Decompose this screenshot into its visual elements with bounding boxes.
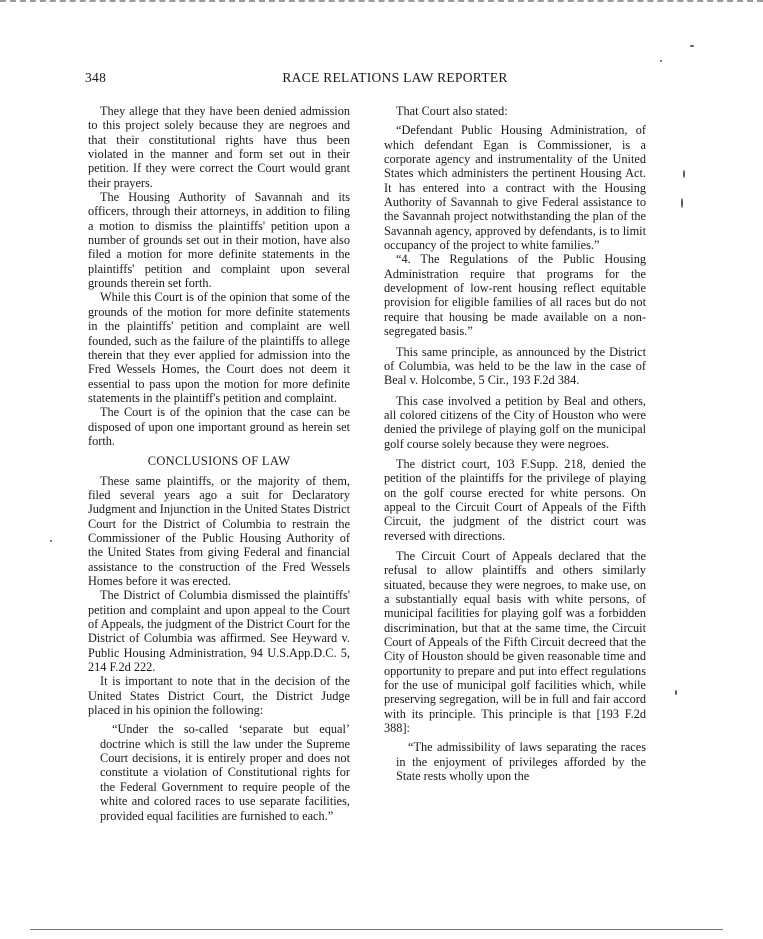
scan-speck bbox=[681, 198, 683, 208]
scan-speck bbox=[683, 170, 685, 178]
paragraph: These same plaintiffs, or the majority of them, filed several years ago a suit for Declaratory Judgment and Injunction in the United States District Court for the District of Columbia to restrain the Commissioner of the Public Housing Authority of the United States from giving Federal and financial assistance to the construction of the Fred Wessels Homes before it was erected. bbox=[88, 473, 350, 588]
scan-speck bbox=[690, 45, 694, 47]
scan-top-edge bbox=[0, 0, 763, 6]
paragraph: The Circuit Court of Appeals declared that the refusal to allow plaintiffs and others similarly situated, because they were negroes, to make use, on a substantially equal basis with white persons, of municipal facilities for playing golf was a forbidden discrimination, but that at the same time, the Circuit Court of Appeals of the Fifth Circuit decreed that the City of Houston should be given reasonable time and opportunity to prepare and put into effect regulations for the use of municipal golf facilities which, while preserving segregation, will be in full and fair accord with its principle. This principle is that [193 F.2d 388]: bbox=[384, 548, 646, 736]
quote-text: “Defendant Public Housing Administration, of which defendant Egan is Commissioner, is a corporate agency and instrumentality of the United States which administers the pertinent Housing Act. It has entered into a contract with the Housing Authority of Savannah to give Federal assistance to the Savannah project notwithstanding the plan of the Savannah agency, approved by defendants, is to limit occupancy of the project to white families.” bbox=[384, 123, 646, 253]
paragraph: While this Court is of the opinion that some of the grounds of the motion for more definite statements in the plaintiffs' petition and complaint are well founded, such as the failure of the plaintiffs to allege therein that they ever applied for admission into the Fred Wessels Homes, the Court does not deem it essential to pass upon the motion for more definite statements in the plaintiff's petition and complaint. bbox=[88, 290, 350, 405]
block-quote bbox=[396, 740, 646, 783]
quote-text: “The admissibility of laws separating the races in the enjoyment of privileges afforded by the State rests wholly upon the bbox=[396, 740, 646, 784]
paragraph: The Court is of the opinion that the case can be disposed of upon one important ground as herein set forth. bbox=[88, 405, 350, 448]
scan-speck bbox=[660, 60, 662, 62]
paragraph: The Housing Authority of Savannah and its officers, through their attorneys, in addition to filing a motion to dismiss the plaintiffs' petition upon a number of grounds set out in their motion, have also filed a motion for more definite statements in the plaintiffs' petition and complaint upon several grounds therein set forth. bbox=[88, 190, 350, 291]
left-column bbox=[88, 104, 350, 823]
paragraph: This same principle, as announced by the District of Columbia, was held to be the law in the case of Beal v. Holcombe, 5 Cir., 193 F.2d 384. bbox=[384, 344, 646, 388]
paragraph: The district court, 103 F.Supp. 218, denied the petition of the plaintiffs for the privilege of playing on the golf course erected for white persons. On appeal to the Circuit Court of Appeals of the Fifth Circuit, the judgment of the district court was reversed with directions. bbox=[384, 456, 646, 543]
page-header bbox=[85, 70, 705, 90]
block-quote bbox=[384, 123, 646, 338]
quote-text: “Under the so-called ‘separate but equal’ doctrine which is still the law under the Supreme Court decisions, it is entirely proper and does not constitute a violation of Constitutional rights for the Federal Government to require people of the white and colored races to use separate facilities, provided equal facilities are furnished to each.” bbox=[100, 722, 350, 823]
quote-text: “4. The Regulations of the Public Housing Administration require that programs for the development of low-rent housing reflect equitable provision for eligible families of all races but do not require that housing be made available on a non-segregated basis.” bbox=[384, 252, 646, 339]
paragraph: That Court also stated: bbox=[396, 104, 508, 118]
scan-speck bbox=[675, 690, 677, 695]
section-heading: CONCLUSIONS OF LAW bbox=[147, 454, 291, 469]
page-number: 348 bbox=[85, 70, 107, 85]
paragraph: This case involved a petition by Beal and others, all colored citizens of the City of Houston who were denied the privilege of playing golf on the municipal golf course solely because they were negroes. bbox=[384, 393, 646, 451]
paragraph: They allege that they have been denied admission to this project solely because they are negroes and that their constitutional rights have thus been violated in the manner and form set out in their petition. If they were correct the Court would grant their prayers. bbox=[88, 104, 350, 190]
scan-bottom-edge bbox=[30, 929, 723, 930]
block-quote bbox=[100, 722, 350, 822]
running-title: RACE RELATIONS LAW REPORTER bbox=[282, 70, 508, 85]
scan-speck bbox=[50, 540, 52, 542]
paragraph: It is important to note that in the decision of the United States District Court, the District Judge placed in his opinion the following: bbox=[88, 674, 350, 718]
right-column bbox=[384, 104, 646, 783]
paragraph: The District of Columbia dismissed the plaintiffs' petition and complaint and upon appeal to the Court of Appeals, the judgment of the District Court for the District of Columbia was affirmed. See Heyward v. Public Housing Administration, 94 U.S.App.D.C. 5, 214 F.2d 222. bbox=[88, 588, 350, 675]
